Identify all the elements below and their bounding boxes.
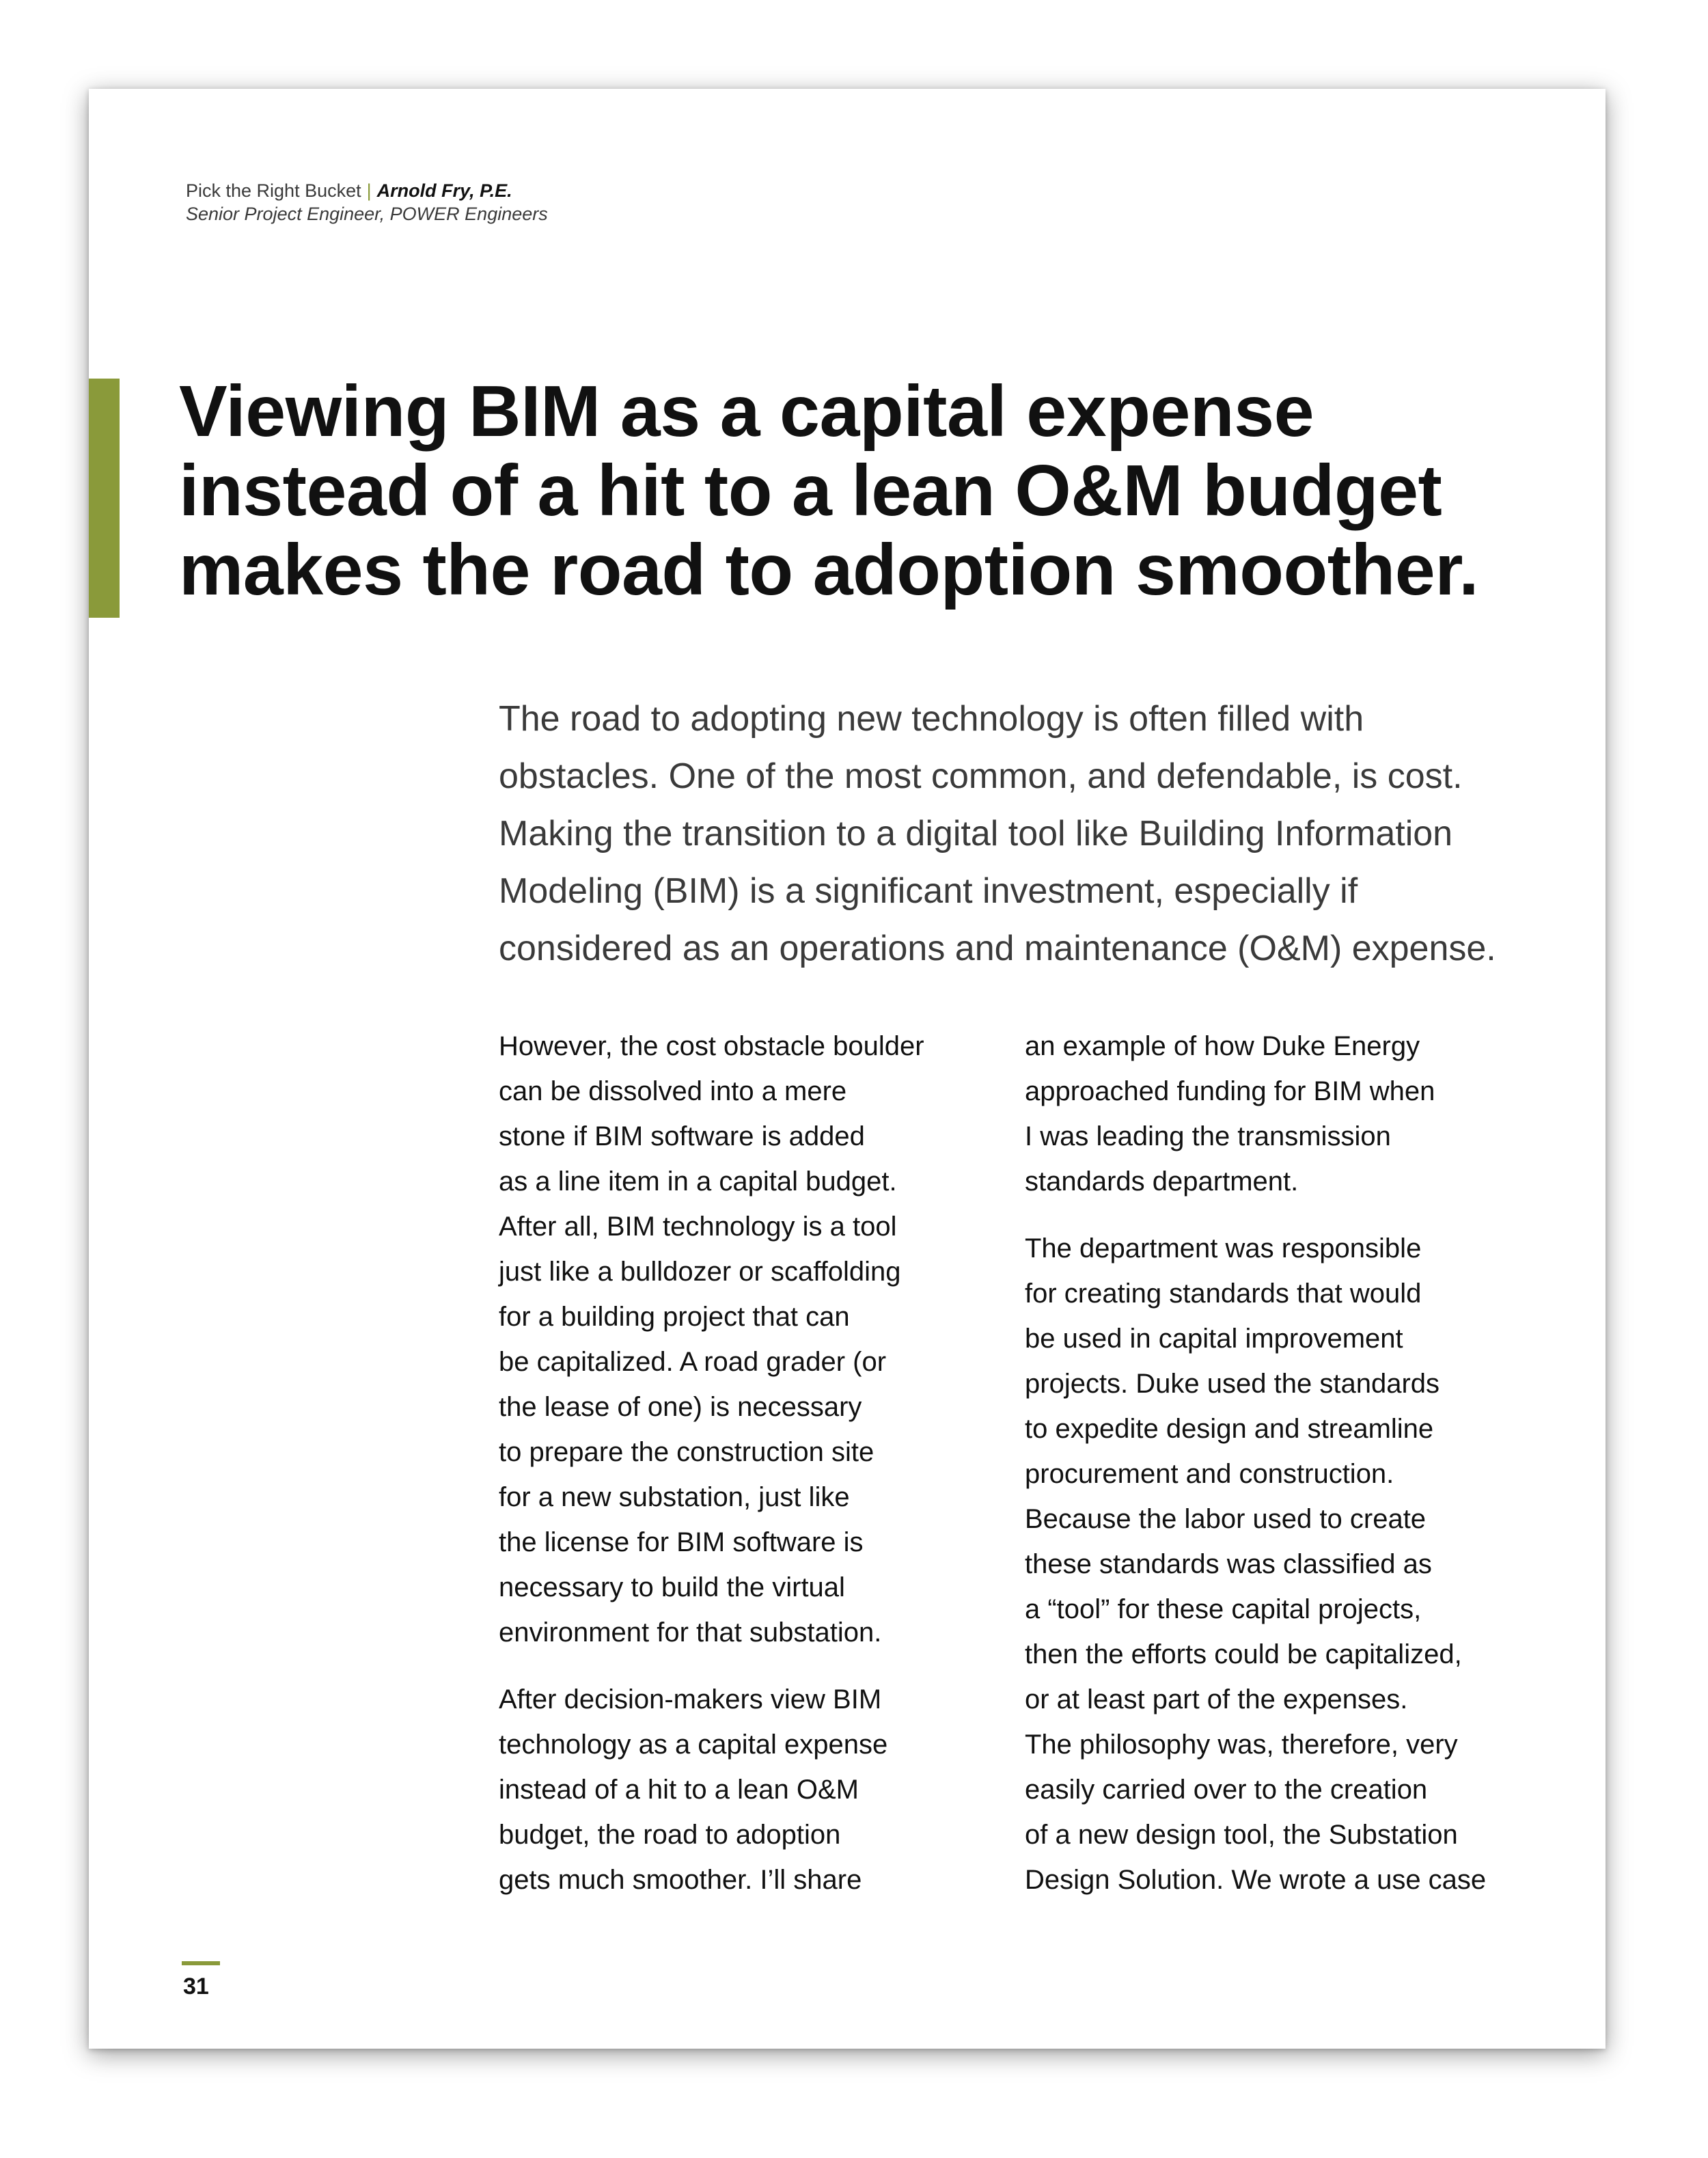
body-line: then the efforts could be capitalized, [1025, 1639, 1462, 1669]
body-line: for a building project that can [499, 1302, 850, 1332]
body-paragraph [499, 1024, 997, 1655]
body-line: for a new substation, just like [499, 1482, 850, 1512]
body-line: as a line item in a capital budget. [499, 1166, 897, 1197]
body-paragraph [1025, 1024, 1544, 1204]
body-line: instead of a hit to a lean O&M [499, 1775, 859, 1805]
headline [179, 372, 1573, 610]
body-line: be used in capital improvement [1025, 1324, 1403, 1354]
body-line: The philosophy was, therefore, very [1025, 1730, 1458, 1760]
intro-line: Modeling (BIM) is a significant investment, especially if [499, 871, 1358, 911]
body-line: standards department. [1025, 1166, 1299, 1197]
body-line: Because the labor used to create [1025, 1504, 1427, 1534]
running-head-separator: | [366, 180, 372, 201]
body-line: procurement and construction. [1025, 1459, 1394, 1489]
body-line: an example of how Duke Energy [1025, 1031, 1420, 1061]
running-head-line1 [186, 179, 548, 202]
author-name: Arnold Fry, P.E. [376, 180, 512, 201]
body-line: to prepare the construction site [499, 1437, 874, 1467]
headline-line: makes the road to adoption smoother. [179, 530, 1479, 610]
body-line: for creating standards that would [1025, 1279, 1422, 1309]
body-line: gets much smoother. I’ll share [499, 1865, 862, 1895]
headline-line: instead of a hit to a lean O&M budget [179, 450, 1442, 531]
body-line: easily carried over to the creation [1025, 1775, 1428, 1805]
body-column-left [499, 1024, 997, 1924]
page-number: 31 [183, 1973, 209, 1999]
body-line: After decision-makers view BIM [499, 1684, 882, 1715]
body-paragraph [1025, 1226, 1544, 1902]
author-role: Senior Project Engineer, POWER Engineers [186, 204, 548, 224]
body-line: budget, the road to adoption [499, 1820, 841, 1850]
body-line: can be dissolved into a mere [499, 1076, 847, 1106]
intro-line: The road to adopting new technology is often filled with [499, 699, 1364, 739]
body-line: After all, BIM technology is a tool [499, 1212, 897, 1242]
body-line: technology as a capital expense [499, 1730, 888, 1760]
intro-paragraph [499, 690, 1537, 977]
body-line: environment for that substation. [499, 1617, 882, 1648]
body-paragraph [499, 1677, 997, 1902]
body-line: or at least part of the expenses. [1025, 1684, 1408, 1715]
body-line: of a new design tool, the Substation [1025, 1820, 1458, 1850]
folio-rule [182, 1961, 220, 1965]
body-line: The department was responsible [1025, 1233, 1422, 1264]
body-line: these standards was classified as [1025, 1549, 1432, 1579]
body-line: projects. Duke used the standards [1025, 1369, 1440, 1399]
body-line: the lease of one) is necessary [499, 1392, 862, 1422]
body-line: Design Solution. We wrote a use case [1025, 1865, 1487, 1895]
headline-accent-bar [89, 379, 120, 618]
body-line: to expedite design and streamline [1025, 1414, 1434, 1444]
body-line: However, the cost obstacle boulder [499, 1031, 924, 1061]
body-line: be capitalized. A road grader (or [499, 1347, 887, 1377]
body-column-right [1025, 1024, 1544, 1924]
intro-line: Making the transition to a digital tool like Building Information [499, 814, 1453, 853]
intro-line: obstacles. One of the most common, and defendable, is cost. [499, 756, 1463, 796]
body-line: approached funding for BIM when [1025, 1076, 1435, 1106]
document-page [89, 89, 1606, 2049]
body-line: I was leading the transmission [1025, 1121, 1391, 1151]
body-line: the license for BIM software is [499, 1527, 864, 1557]
body-line: necessary to build the virtual [499, 1572, 845, 1602]
body-line: a “tool” for these capital projects, [1025, 1594, 1422, 1624]
running-head [186, 179, 548, 226]
headline-line: Viewing BIM as a capital expense [179, 371, 1314, 452]
series-title: Pick the Right Bucket [186, 180, 361, 201]
intro-line: considered as an operations and maintenance (O&M) expense. [499, 929, 1496, 968]
body-line: stone if BIM software is added [499, 1121, 865, 1151]
body-line: just like a bulldozer or scaffolding [499, 1257, 901, 1287]
